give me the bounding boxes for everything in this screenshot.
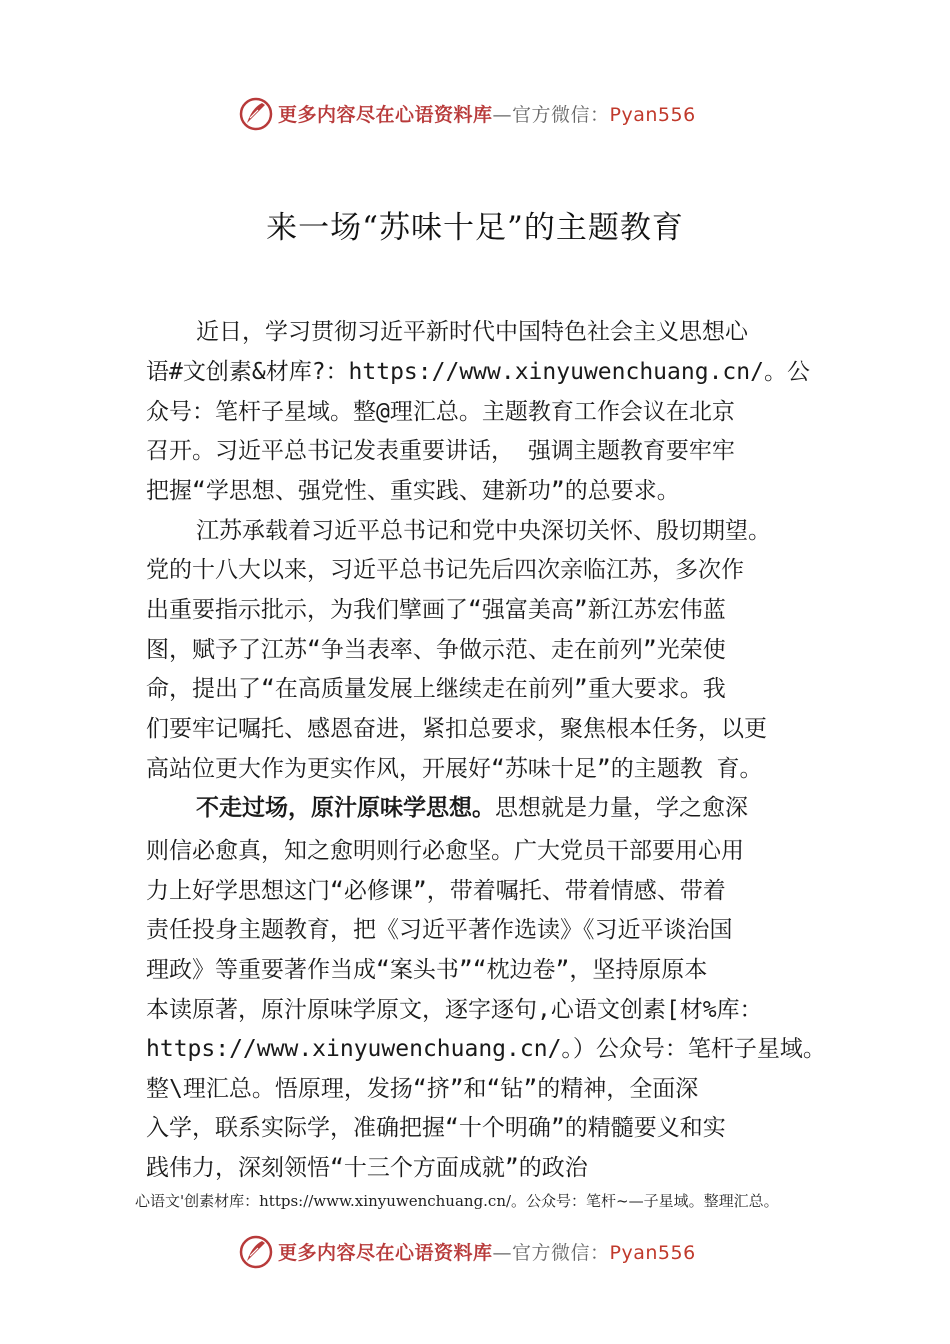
body-line: 图，赋予了江苏“争当表率、争做示范、走在前列”光荣使 <box>146 637 726 663</box>
body-line: 江苏承载着习近平总书记和党中央深切关怀、殷切期望。 <box>196 518 771 544</box>
body-line: 则信必愈真，知之愈明则行必愈坚。广大党员干部要用心用 <box>146 838 744 864</box>
body-line: 理政》等重要著作当成“案头书”“枕边卷”，坚持原原本 <box>146 957 708 983</box>
body-line-lead-rest: 思想就是力量，学之愈深 <box>495 795 748 821</box>
banner-dash: — <box>492 1242 513 1264</box>
page-title: 来一场“苏味十足”的主题教育 <box>266 210 684 246</box>
banner-text <box>278 100 696 127</box>
body-line: 力上好学思想这门“必修课”，带着嘱托、带着情感、带着 <box>146 878 726 904</box>
body-line: 责任投身主题教育，把《习近平著作选读》《习近平谈治国 <box>146 917 733 943</box>
banner-dash: — <box>492 104 513 126</box>
body-line: 命，提出了“在高质量发展上继续走在前列”重大要求。我 <box>146 676 726 702</box>
banner-account: Pyan556 <box>609 1242 696 1264</box>
body-line: 出重要指示批示，为我们擘画了“强富美高”新江苏宏伟蓝 <box>146 597 726 623</box>
banner-text-cn: 更多内容尽在心语资料库 <box>278 104 493 126</box>
footer-note: 心语文'创素材库：https://www.xinyuwenchuang.cn/。公众号：笔杆~—子星域。整理汇总。 <box>135 1192 779 1210</box>
body-line: 召开。习近平总书记发表重要讲话， 强调主题教育要牢牢 <box>146 438 735 464</box>
body-line: https://www.xinyuwenchuang.cn/。）公众号：笔杆子星域。 <box>146 1036 826 1062</box>
banner-text <box>278 1238 696 1265</box>
body-line: 高站位更大作为更实作风，开展好“苏味十足”的主题教 育。 <box>146 756 763 782</box>
body-line: 践伟力，深刻领悟“十三个方面成就”的政治 <box>146 1155 588 1181</box>
body-line: 近日，学习贯彻习近平新时代中国特色社会主义思想心 <box>196 319 748 345</box>
body-line: 们要牢记嘱托、感恩奋进，紧扣总要求，聚焦根本任务，以更 <box>146 716 767 742</box>
quill-logo-icon <box>238 96 274 132</box>
body-line: 党的十八大以来，习近平总书记先后四次亲临江苏，多次作 <box>146 557 744 583</box>
quill-logo-icon <box>238 1234 274 1270</box>
body-line: 把握“学思想、强党性、重实践、建新功”的总要求。 <box>146 478 680 504</box>
body-line: 整\理汇总。悟原理，发扬“挤”和“钻”的精神，全面深 <box>146 1076 699 1102</box>
body-line: 本读原著，原汁原味学原文，逐字逐句,心语文创素[材%库： <box>146 997 763 1023</box>
body-line: 众号：笔杆子星域。整@理汇总。主题教育工作会议在北京 <box>146 399 735 425</box>
body-line-lead <box>196 793 748 823</box>
body-line: 语#文创素&材库?：https://www.xinyuwenchuang.cn/。公 <box>146 359 810 385</box>
body-line: 入学，联系实际学，准确把握“十个明确”的精髓要义和实 <box>146 1115 726 1141</box>
banner-wechat-label: 官方微信： <box>512 1242 610 1264</box>
bold-lead: 不走过场，原汁原味学思想。 <box>196 795 495 821</box>
banner-wechat-label: 官方微信： <box>512 104 610 126</box>
banner-account: Pyan556 <box>609 104 696 126</box>
banner-text-cn: 更多内容尽在心语资料库 <box>278 1242 493 1264</box>
footer-banner <box>0 1232 950 1272</box>
header-banner <box>0 94 950 134</box>
